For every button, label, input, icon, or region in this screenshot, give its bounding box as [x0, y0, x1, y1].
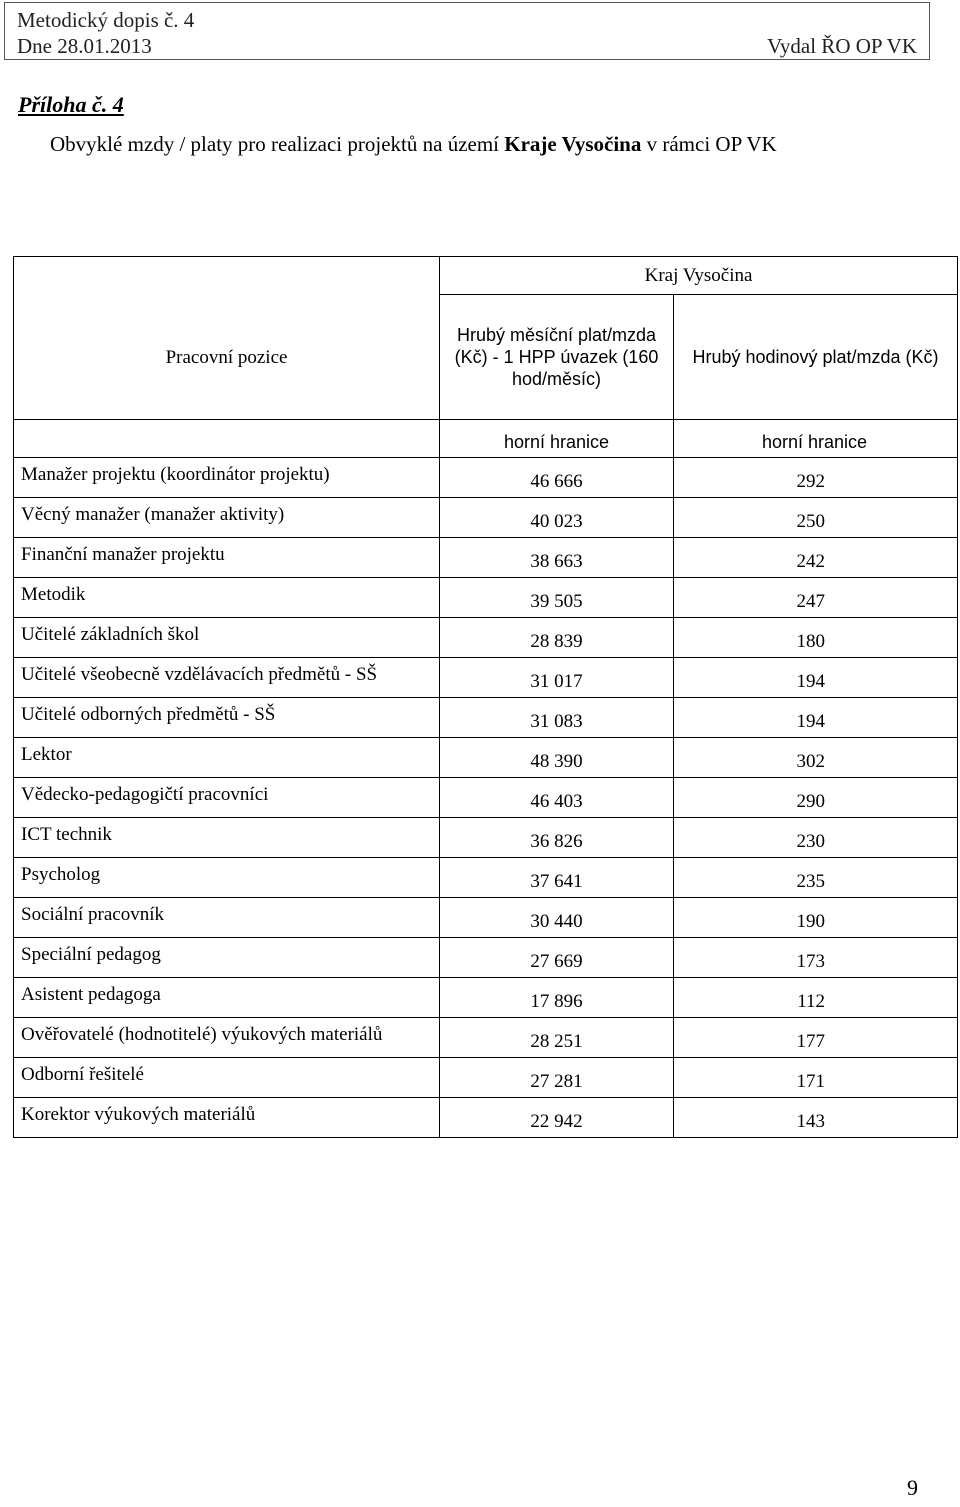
cell-monthly — [440, 458, 674, 498]
cell-hourly — [674, 818, 958, 858]
cell-position-value: Psycholog — [21, 864, 101, 885]
cell-position — [14, 578, 440, 618]
cell-monthly-value: 38 663 — [530, 551, 583, 572]
table-subheader-row — [14, 420, 958, 458]
cell-hourly — [674, 1058, 958, 1098]
cell-position-value: Speciální pedagog — [21, 944, 161, 965]
cell-hourly — [674, 658, 958, 698]
cell-position — [14, 658, 440, 698]
cell-hourly-value: 242 — [796, 551, 826, 572]
cell-monthly-value: 31 083 — [530, 711, 583, 732]
cell-position — [14, 458, 440, 498]
cell-hourly-value: 302 — [796, 751, 826, 772]
cell-hourly — [674, 1018, 958, 1058]
cell-hourly-value: 194 — [796, 671, 826, 692]
cell-hourly — [674, 618, 958, 658]
cell-position — [14, 618, 440, 658]
cell-position — [14, 738, 440, 778]
cell-monthly-value: 28 251 — [530, 1031, 583, 1052]
cell-position-value: Věcný manažer (manažer aktivity) — [21, 504, 285, 525]
cell-hourly-value: 180 — [796, 631, 826, 652]
table-row — [14, 778, 958, 818]
cell-position-value: Metodik — [21, 584, 86, 605]
cell-position — [14, 1018, 440, 1058]
table-row — [14, 858, 958, 898]
cell-monthly — [440, 898, 674, 938]
cell-monthly — [440, 578, 674, 618]
cell-position-value: Učitelé všeobecně vzdělávacích předmětů - SŠ — [21, 664, 378, 685]
cell-hourly-value: 292 — [796, 471, 826, 492]
col-header-hourly — [674, 295, 958, 420]
cell-hourly-value: 290 — [796, 791, 826, 812]
cell-position — [14, 1098, 440, 1138]
cell-hourly-value: 247 — [796, 591, 826, 612]
cell-hourly — [674, 1098, 958, 1138]
cell-hourly-value: 230 — [796, 831, 826, 852]
cell-hourly — [674, 698, 958, 738]
cell-hourly-value: 235 — [796, 871, 826, 892]
table-row — [14, 498, 958, 538]
cell-position — [14, 978, 440, 1018]
cell-hourly-value: 171 — [796, 1071, 826, 1092]
cell-position-value: Lektor — [21, 744, 72, 765]
cell-position-value: Vědecko-pedagogičtí pracovníci — [21, 784, 269, 805]
table-row — [14, 1098, 958, 1138]
intro-region: Kraje Vysočina — [504, 132, 642, 156]
cell-monthly — [440, 738, 674, 778]
intro-prefix: Obvyklé mzdy / platy pro realizaci projektů na území — [50, 132, 500, 156]
cell-hourly-value: 143 — [796, 1111, 826, 1132]
cell-position-value: ICT technik — [21, 824, 112, 845]
subheader-hourly-label: horní hranice — [761, 432, 868, 452]
cell-hourly-value: 190 — [796, 911, 826, 932]
region-header — [440, 257, 958, 295]
cell-hourly — [674, 778, 958, 818]
header-title: Metodický dopis č. 4 — [17, 8, 195, 32]
cell-monthly-value: 27 281 — [530, 1071, 583, 1092]
cell-monthly — [440, 938, 674, 978]
cell-hourly-value: 173 — [796, 951, 826, 972]
cell-monthly-value: 28 839 — [530, 631, 583, 652]
cell-hourly — [674, 498, 958, 538]
header-date: Dne 28.01.2013 — [17, 34, 152, 58]
document-header — [4, 2, 930, 60]
cell-position-value: Asistent pedagoga — [21, 984, 161, 1005]
attachment-title: Příloha č. 4 — [18, 92, 124, 117]
cell-position — [14, 698, 440, 738]
intro-suffix: v rámci OP VK — [646, 132, 777, 156]
cell-position — [14, 858, 440, 898]
cell-monthly — [440, 778, 674, 818]
cell-position-value: Finanční manažer projektu — [21, 544, 225, 565]
cell-monthly — [440, 818, 674, 858]
cell-position-value: Učitelé odborných předmětů - SŠ — [21, 704, 276, 725]
cell-monthly-value: 22 942 — [530, 1111, 583, 1132]
cell-hourly — [674, 978, 958, 1018]
col-header-position-label: Pracovní pozice — [165, 347, 288, 368]
table-row — [14, 938, 958, 978]
cell-hourly-value: 177 — [796, 1031, 826, 1052]
col-header-monthly — [440, 295, 674, 420]
col-header-position — [14, 257, 440, 420]
subheader-monthly — [440, 420, 674, 458]
cell-monthly — [440, 978, 674, 1018]
cell-hourly-value: 112 — [797, 991, 826, 1012]
cell-monthly-value: 37 641 — [530, 871, 583, 892]
cell-monthly — [440, 1098, 674, 1138]
region-header-label: Kraj Vysočina — [644, 264, 753, 286]
table-row — [14, 538, 958, 578]
cell-hourly — [674, 538, 958, 578]
salary-table — [13, 256, 958, 1138]
cell-position — [14, 538, 440, 578]
header-issuer: Vydal ŘO OP VK — [767, 34, 917, 58]
table-row — [14, 818, 958, 858]
table-row — [14, 618, 958, 658]
cell-monthly-value: 31 017 — [530, 671, 583, 692]
cell-monthly-value: 30 440 — [530, 911, 583, 932]
table-row — [14, 738, 958, 778]
cell-position-value: Učitelé základních škol — [21, 624, 200, 645]
cell-monthly — [440, 498, 674, 538]
subheader-hourly — [674, 420, 958, 458]
cell-monthly — [440, 858, 674, 898]
cell-monthly — [440, 538, 674, 578]
cell-position-value: Manažer projektu (koordinátor projektu) — [21, 464, 330, 485]
table-row — [14, 978, 958, 1018]
cell-monthly-value: 27 669 — [530, 951, 583, 972]
table-row — [14, 658, 958, 698]
table-row — [14, 898, 958, 938]
cell-monthly — [440, 698, 674, 738]
cell-monthly — [440, 618, 674, 658]
cell-monthly — [440, 1018, 674, 1058]
cell-hourly-value: 194 — [796, 711, 826, 732]
cell-position — [14, 818, 440, 858]
col-header-monthly-label: Hrubý měsíční plat/mzda (Kč) - 1 HPP úvazek (160 hod/měsíc) — [454, 325, 659, 389]
table-row — [14, 1058, 958, 1098]
cell-position-value: Sociální pracovník — [21, 904, 164, 925]
cell-monthly-value: 36 826 — [530, 831, 583, 852]
cell-hourly-value: 250 — [796, 511, 826, 532]
cell-monthly-value: 40 023 — [530, 511, 583, 532]
cell-hourly — [674, 578, 958, 618]
table-row — [14, 458, 958, 498]
cell-monthly-value: 46 403 — [530, 791, 583, 812]
cell-position — [14, 938, 440, 978]
cell-hourly — [674, 738, 958, 778]
cell-monthly — [440, 1058, 674, 1098]
cell-position — [14, 498, 440, 538]
intro-text — [50, 132, 777, 157]
table-row — [14, 578, 958, 618]
cell-position — [14, 778, 440, 818]
table-row — [14, 698, 958, 738]
cell-position — [14, 1058, 440, 1098]
cell-hourly — [674, 938, 958, 978]
table-row — [14, 1018, 958, 1058]
cell-monthly-value: 46 666 — [530, 471, 583, 492]
table-region-row — [14, 257, 958, 295]
cell-monthly-value: 48 390 — [530, 751, 583, 772]
cell-position-value: Odborní řešitelé — [21, 1064, 144, 1085]
cell-position-value: Korektor výukových materiálů — [21, 1104, 256, 1125]
subheader-monthly-label: horní hranice — [503, 432, 610, 452]
cell-hourly — [674, 458, 958, 498]
page-number: 9 — [907, 1475, 918, 1500]
cell-position — [14, 898, 440, 938]
cell-hourly — [674, 858, 958, 898]
subheader-empty-cell — [14, 420, 440, 458]
cell-hourly — [674, 898, 958, 938]
cell-monthly — [440, 658, 674, 698]
cell-position-value: Ověřovatelé (hodnotitelé) výukových materiálů — [21, 1024, 383, 1045]
col-header-hourly-label: Hrubý hodinový plat/mzda (Kč) — [692, 346, 939, 367]
cell-monthly-value: 39 505 — [530, 591, 583, 612]
cell-monthly-value: 17 896 — [530, 991, 583, 1012]
